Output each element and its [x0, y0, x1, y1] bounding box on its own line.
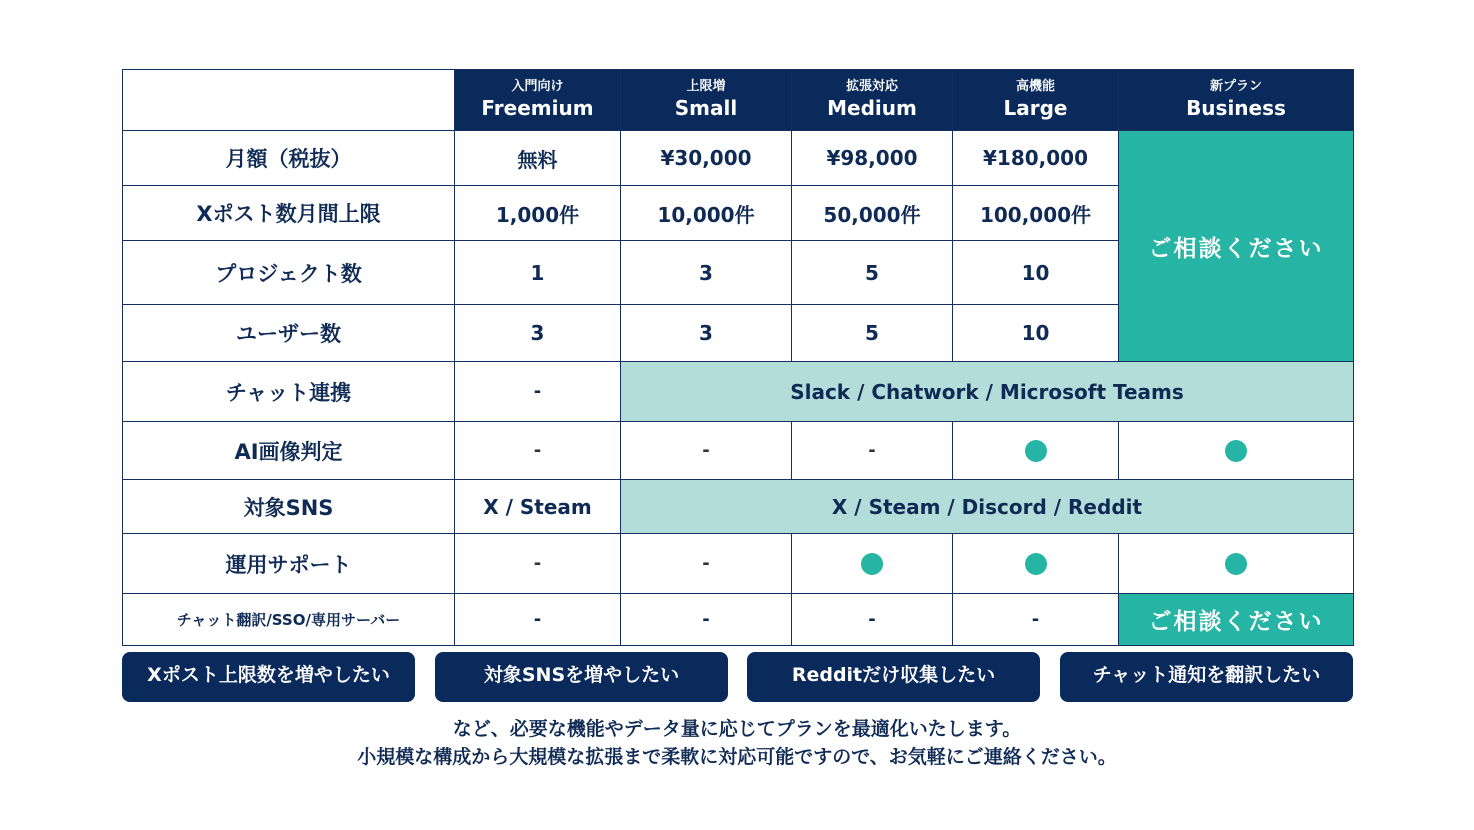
row-label: 運用サポート	[123, 534, 455, 594]
included-dot-icon	[1225, 440, 1247, 462]
chat-integrations: Slack / Chatwork / Microsoft Teams	[621, 362, 1354, 422]
support-medium	[792, 534, 953, 594]
business-consult-cell: ご相談ください	[1119, 131, 1354, 362]
plan-tag: 上限増	[686, 79, 726, 94]
projects-small: 3	[621, 241, 792, 305]
translate-chat-button[interactable]: チャット通知を翻訳したい	[1060, 652, 1353, 702]
corner-cell	[123, 70, 455, 131]
increase-post-limit-button[interactable]: Xポスト上限数を増やしたい	[122, 652, 415, 702]
target-sns-freemium: X / Steam	[455, 480, 621, 534]
footer-line-2: 小規模な構成から大規模な拡張まで柔軟に対応可能ですので、お気軽にご連絡ください。	[357, 746, 1117, 768]
support-business	[1119, 534, 1354, 594]
plan-name: Large	[1003, 96, 1068, 120]
row-label: 月額（税抜）	[123, 131, 455, 186]
plan-name: Business	[1186, 96, 1286, 120]
row-label: チャット連携	[123, 362, 455, 422]
price-medium: ¥98,000	[792, 131, 953, 186]
included-dot-icon	[1025, 440, 1047, 462]
projects-medium: 5	[792, 241, 953, 305]
plan-header-business	[1119, 70, 1354, 131]
ai-image-small: -	[621, 422, 792, 480]
plan-header-row	[123, 70, 1354, 131]
projects-freemium: 1	[455, 241, 621, 305]
translation-large: -	[953, 594, 1119, 646]
plan-header-large	[953, 70, 1119, 131]
plan-name: Small	[674, 96, 738, 120]
post-limit-small: 10,000件	[621, 186, 792, 241]
row-ai-image	[123, 422, 1354, 480]
plan-tag: 拡張対応	[845, 79, 898, 94]
users-freemium: 3	[455, 305, 621, 362]
users-medium: 5	[792, 305, 953, 362]
reddit-only-button[interactable]: Redditだけ収集したい	[747, 652, 1040, 702]
use-case-buttons	[122, 652, 1353, 702]
ai-image-business	[1119, 422, 1354, 480]
row-label: チャット翻訳/SSO/専用サーバー	[123, 594, 455, 646]
included-dot-icon	[861, 553, 883, 575]
plan-tag: 入門向け	[511, 79, 564, 94]
chat-freemium: -	[455, 362, 621, 422]
users-large: 10	[953, 305, 1119, 362]
ai-image-large	[953, 422, 1119, 480]
included-dot-icon	[1025, 553, 1047, 575]
row-label: 対象SNS	[123, 480, 455, 534]
projects-large: 10	[953, 241, 1119, 305]
translation-business-consult: ご相談ください	[1119, 594, 1354, 646]
row-label: ユーザー数	[123, 305, 455, 362]
price-freemium: 無料	[455, 131, 621, 186]
row-support	[123, 534, 1354, 594]
footer-line-1: など、必要な機能やデータ量に応じてプランを最適化いたします。	[452, 718, 1022, 740]
increase-sns-button[interactable]: 対象SNSを増やしたい	[435, 652, 728, 702]
support-large	[953, 534, 1119, 594]
plan-name: Freemium	[481, 96, 594, 120]
pricing-table	[122, 69, 1354, 646]
plan-header-small	[621, 70, 792, 131]
row-label: プロジェクト数	[123, 241, 455, 305]
price-small: ¥30,000	[621, 131, 792, 186]
translation-freemium: -	[455, 594, 621, 646]
plan-name: Medium	[827, 96, 917, 120]
support-freemium: -	[455, 534, 621, 594]
ai-image-medium: -	[792, 422, 953, 480]
target-sns-others: X / Steam / Discord / Reddit	[621, 480, 1354, 534]
support-small: -	[621, 534, 792, 594]
plan-header-medium	[792, 70, 953, 131]
translation-medium: -	[792, 594, 953, 646]
row-target-sns	[123, 480, 1354, 534]
row-price	[123, 131, 1354, 186]
row-translation	[123, 594, 1354, 646]
row-label: Xポスト数月間上限	[123, 186, 455, 241]
plan-tag: 新プラン	[1209, 79, 1262, 94]
row-label: AI画像判定	[123, 422, 455, 480]
post-limit-medium: 50,000件	[792, 186, 953, 241]
users-small: 3	[621, 305, 792, 362]
plan-header-freemium	[455, 70, 621, 131]
translation-small: -	[621, 594, 792, 646]
price-large: ¥180,000	[953, 131, 1119, 186]
post-limit-freemium: 1,000件	[455, 186, 621, 241]
post-limit-large: 100,000件	[953, 186, 1119, 241]
included-dot-icon	[1225, 553, 1247, 575]
row-chat	[123, 362, 1354, 422]
ai-image-freemium: -	[455, 422, 621, 480]
plan-tag: 高機能	[1015, 79, 1055, 94]
